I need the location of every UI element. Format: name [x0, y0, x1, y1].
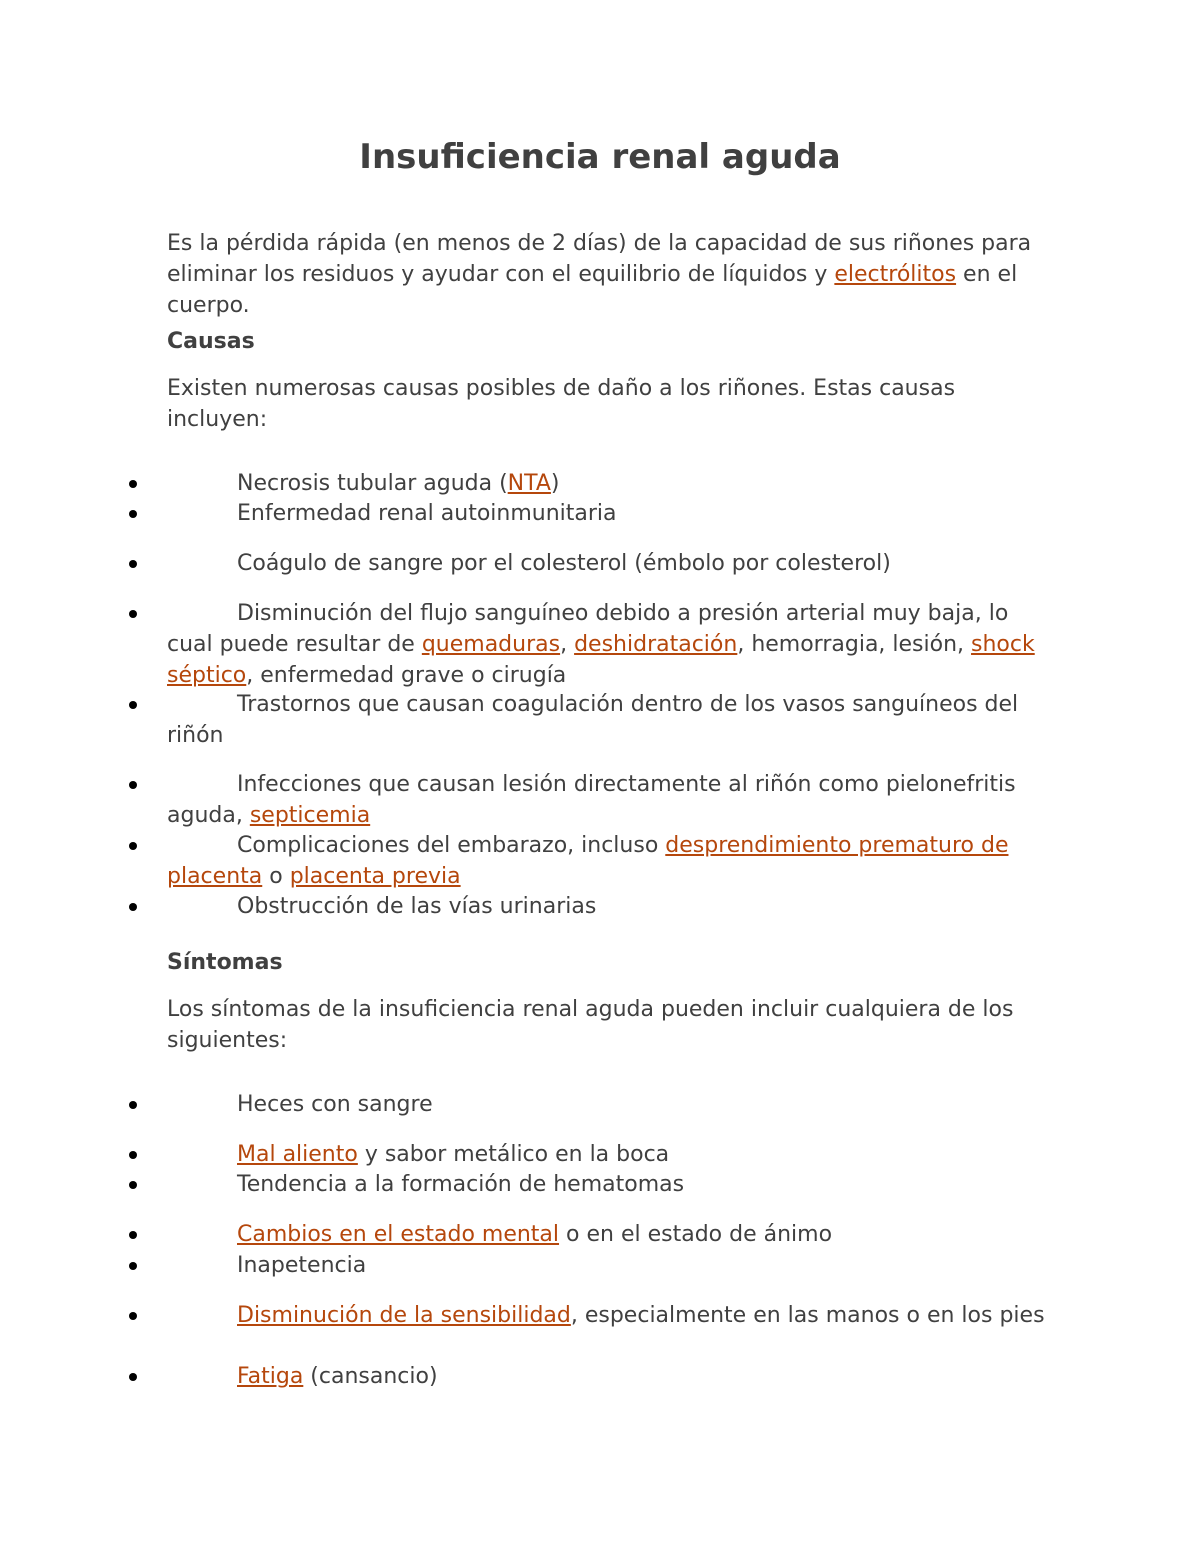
- link-nta[interactable]: NTA: [507, 471, 551, 496]
- link-electrolitos[interactable]: electrólitos: [834, 262, 957, 287]
- list-item: Enfermedad renal autoinmunitaria: [237, 501, 617, 526]
- bullet-icon: [129, 1262, 137, 1270]
- list-item: Coágulo de sangre por el colesterol (émbolo por colesterol): [237, 551, 891, 576]
- intro-paragraph: [167, 228, 1047, 321]
- sintomas-intro: Los síntomas de la insuficiencia renal aguda pueden incluir cualquiera de los siguientes:: [167, 997, 1014, 1053]
- page-title: Insuficiencia renal aguda: [359, 137, 841, 177]
- bullet-icon: [129, 1231, 137, 1239]
- link-fatiga[interactable]: Fatiga: [237, 1364, 304, 1389]
- list-item: Fatiga (cansancio): [237, 1364, 438, 1389]
- bullet-icon: [129, 1312, 137, 1320]
- list-item: Mal aliento y sabor metálico en la boca: [237, 1142, 670, 1167]
- link-cambios-estado-mental[interactable]: Cambios en el estado mental: [237, 1222, 560, 1247]
- bullet-icon: [129, 781, 137, 789]
- link-desprendimiento-placenta[interactable]: desprendimiento prematuro de placenta: [167, 833, 1009, 889]
- list-item: Inapetencia: [237, 1253, 367, 1278]
- bullet-icon: [129, 1373, 137, 1381]
- bullet-icon: [129, 1101, 137, 1109]
- list-item: Infecciones que causan lesión directamente al riñón como pielonefritis aguda, septicemia: [167, 772, 1016, 828]
- bullet-icon: [129, 1181, 137, 1189]
- causas-intro: Existen numerosas causas posibles de daño a los riñones. Estas causas incluyen:: [167, 376, 956, 432]
- list-item: Cambios en el estado mental o en el estado de ánimo: [237, 1222, 833, 1247]
- bullet-icon: [129, 903, 137, 911]
- bullet-icon: [129, 1151, 137, 1159]
- bullet-icon: [129, 610, 137, 618]
- bullet-icon: [129, 560, 137, 568]
- bullet-icon: [129, 480, 137, 488]
- list-item: Tendencia a la formación de hematomas: [237, 1172, 685, 1197]
- list-item: Heces con sangre: [237, 1092, 433, 1117]
- link-mal-aliento[interactable]: Mal aliento: [237, 1142, 358, 1167]
- list-item: Necrosis tubular aguda (NTA): [237, 471, 560, 496]
- intro-text: Es la pérdida rápida (en menos de 2 días) de la capacidad de sus riñones para eliminar los residuos y ayudar con el equilibrio de líquidos y: [167, 231, 1032, 287]
- bullet-icon: [129, 701, 137, 709]
- bullet-icon: [129, 510, 137, 518]
- link-shock-septico[interactable]: shock séptico: [167, 632, 1035, 688]
- intro-text-end: en el cuerpo.: [167, 262, 1018, 318]
- list-item: Disminución del flujo sanguíneo debido a presión arterial muy baja, lo cual puede resultar de quemaduras, deshidratación, hemorragia, lesión, shock séptico, enfermedad grave o cirugía: [167, 601, 1035, 688]
- link-septicemia[interactable]: septicemia: [249, 803, 371, 828]
- link-deshidratacion[interactable]: deshidratación: [574, 632, 738, 657]
- link-disminucion-sensibilidad[interactable]: Disminución de la sensibilidad: [237, 1303, 571, 1328]
- bullet-icon: [129, 842, 137, 850]
- link-quemaduras[interactable]: quemaduras: [421, 632, 561, 657]
- list-item: Complicaciones del embarazo, incluso desprendimiento prematuro de placenta o placenta previa: [167, 833, 1009, 889]
- list-item: Trastornos que causan coagulación dentro de los vasos sanguíneos del riñón: [167, 692, 1019, 748]
- list-item: Disminución de la sensibilidad, especialmente en las manos o en los pies: [237, 1303, 1045, 1328]
- sintomas-heading: Síntomas: [167, 950, 283, 975]
- link-placenta-previa[interactable]: placenta previa: [289, 864, 461, 889]
- list-item: Obstrucción de las vías urinarias: [237, 894, 597, 919]
- causas-heading: Causas: [167, 329, 255, 354]
